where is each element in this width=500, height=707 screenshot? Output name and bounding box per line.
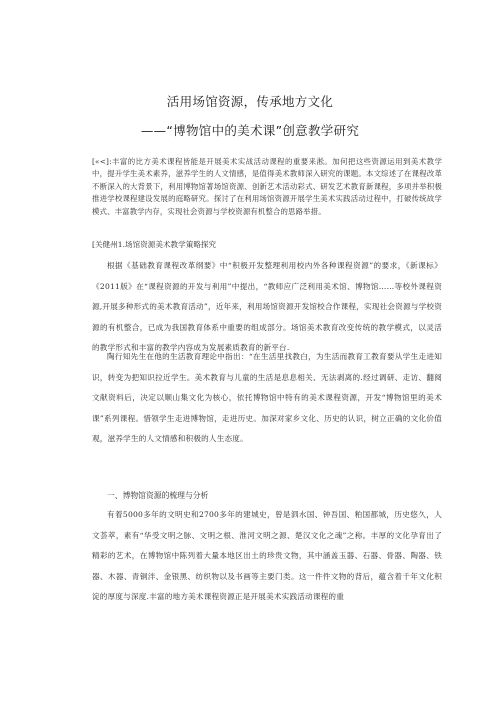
paragraph-text: 陶行知先生在他的生活教育理论中指出：“在生活里找教白，为生活而教育工教育要从学生走进知识，转变为把知识拉近学生。美术教育与儿童的生活是息息相关、无法剥离的.经过调研、走访、翻阅文献资料后，决定以顺山集文化为核心，依托博物馆中特有的美术课程资源，开发“博物馆里的美术课”系列课程。惜领学生走进博物馆，走进历史。加深对家乡文化、历史的认识，树立正确的文化价值观，滋养学生的人文情感和积极的人生态度。 — [92, 352, 442, 444]
paragraph-text: 根据《基础教育课程改革纲要》中“积极开发整理利用校内外各种课程资源”的要求，《新课标》《2011版》在“课程资源的开发与利用”中提出，“教师应广泛利用美术馆、博物馆……等校外课程资源,开展多种形式的美术教育活动”，近年来，利用场馆资源开发馆校合作课程，实现社会资源与学校资源的有机整合，已成为我国教育体系中重要的组成部分。场馆美术教育改变传统的教学模式，以灵活的教学形式和丰富的教学内容成为发展素质教育的新平台. — [92, 261, 442, 353]
paragraph-text: 有着5000多年的文明史和2700多年的建城史，曾是泗水国、钟吾国、粕国都城，历史悠久，人文荟萃，素有“华受文明之脉、文明之根、淮河文明之源、楚汉文化之魂”之称。丰厚的文化孕育出了精彩的艺术，在博物馆中陈列着大量本地区出土的珍贵文物，其中涵盖玉器、石器、骨器、陶器、铁器、木器、青铜泮、金银黑、纺织物以及书画等主要门类。这一件件文物的背后，蕴含着千年文化积淀的厚度与深度.丰富的地方美术课程资源正是开展美术实践活动课程的重 — [92, 510, 442, 602]
abstract: [«<]:丰富的比方美术课程皆能是开展美术实战活动课程的重要来淞。加何把这些资源运用到美术教学中，提升学生美术素养，滋养学生的人文情感，是值得美术教师深入研究的课题。本文综述了在课程改革不断深入的大背景下，利用博物馆著场馆资源、创新艺术活动彩式、研发艺术教育新课程，多项并举积极推进学校课程建设发展的庭略研究。探讨了在利用场馆资源开展学生美术实践活动过程中，打破传统故学模式、丰富教学内存，实现社会资源与学校资源有机整合的思路举措。 — [92, 157, 442, 216]
body-paragraph-3 — [92, 505, 442, 608]
section-heading: 一、博物馆资源的梳理与分析 — [107, 491, 209, 500]
document-title: 活用场馆资源，传承地方文化 — [166, 94, 334, 109]
body-paragraph-1 — [92, 256, 442, 359]
document-subtitle: ——“博物馆中的美术课”创意教学研究 — [140, 123, 360, 138]
keywords: [关健州1.场馆资源美术教学策略探究 — [92, 240, 217, 249]
body-paragraph-2 — [92, 347, 442, 450]
